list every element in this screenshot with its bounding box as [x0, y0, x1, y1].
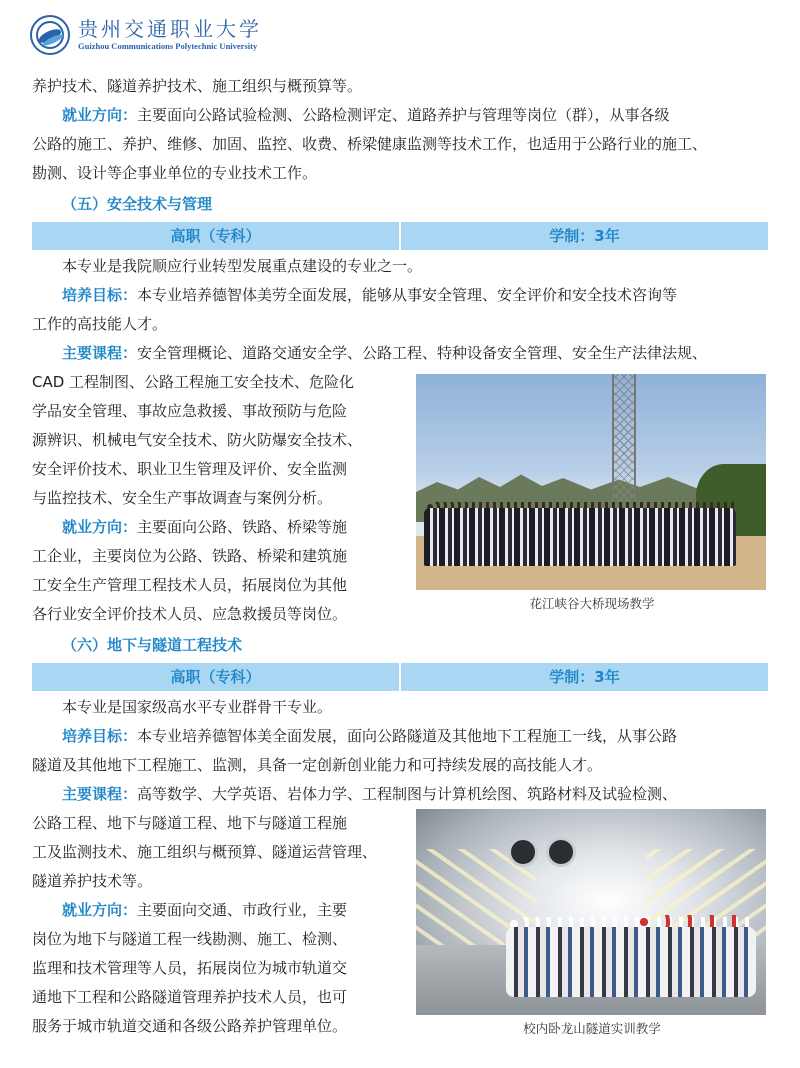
- paragraph-line: 监理和技术管理等人员，拓展岗位为城市轨道交: [32, 959, 348, 977]
- section5-photo-column: [416, 368, 768, 629]
- tunnel-training-photo: [416, 809, 766, 1015]
- employment-label: 就业方向：: [62, 518, 138, 536]
- paragraph-line: 与监控技术、安全生产事故调查与案例分析。: [32, 489, 333, 507]
- paragraph-line: 隧道及其他地下工程施工、监测，具备一定创新创业能力和可持续发展的高技能人才。: [32, 756, 603, 774]
- bridge-group-photo: [416, 374, 766, 590]
- section5-split: [32, 368, 768, 629]
- page-header: [30, 12, 262, 58]
- school-name-en: Guizhou Communications Polytechnic University: [78, 41, 258, 51]
- section-title-safety: （五）安全技术与管理: [62, 195, 213, 213]
- paragraph-line: 工安全生产管理工程技术人员，拓展岗位为其他: [32, 576, 348, 594]
- paragraph-line: 公路工程、地下与隧道工程、地下与隧道工程施: [32, 814, 348, 832]
- section6-left-column: [32, 809, 412, 1043]
- course-label: 主要课程：: [62, 785, 138, 803]
- program-level: 高职（专科）: [32, 663, 399, 691]
- paragraph-line: 岗位为地下与隧道工程一线勘测、施工、检测、: [32, 930, 348, 948]
- paragraph-line: 养护技术、隧道养护技术、施工组织与概预算等。: [32, 77, 363, 95]
- paragraph-line: 源辨识、机械电气安全技术、防火防爆安全技术、: [32, 431, 363, 449]
- paragraph-line: 本专业是我院顺应行业转型发展重点建设的专业之一。: [62, 257, 423, 275]
- paragraph-line: 就业方向：主要面向交通、市政行业，主要: [62, 901, 348, 919]
- paragraph-line: 工及监测技术、施工组织与概预算、隧道运营管理、: [32, 843, 378, 861]
- paragraph-line: 本专业是国家级高水平专业群骨干专业。: [62, 698, 333, 716]
- program-duration: 学制：3年: [401, 663, 768, 691]
- paragraph-line: 安全评价技术、职业卫生管理及评价、安全监测: [32, 460, 348, 478]
- section6-photo-column: [416, 809, 768, 1043]
- paragraph-line: 学品安全管理、事故应急救援、事故预防与危险: [32, 402, 348, 420]
- goal-label: 培养目标：: [62, 727, 138, 745]
- document-body: [32, 72, 768, 1043]
- course-label: 主要课程：: [62, 344, 138, 362]
- paragraph-line: 主要课程：高等数学、大学英语、岩体力学、工程制图与计算机绘图、筑路材料及试验检测、: [62, 785, 678, 803]
- program-info-bar: [32, 663, 768, 691]
- photo-caption: 花江峡谷大桥现场教学: [529, 596, 655, 611]
- paragraph-line: 各行业安全评价技术人员、应急救援员等岗位。: [32, 605, 348, 623]
- paragraph-line: 就业方向：主要面向公路试验检测、公路检测评定、道路养护与管理等岗位（群），从事各级: [62, 106, 670, 124]
- school-name-cn: 贵州交通职业大学: [78, 17, 262, 41]
- school-brand: [78, 18, 262, 52]
- paragraph-line: 公路的施工、养护、维修、加固、监控、收费、桥梁健康监测等技术工作，也适用于公路行业的施工、: [32, 135, 708, 153]
- school-logo: [30, 15, 70, 55]
- paragraph-line: CAD 工程制图、公路工程施工安全技术、危险化: [32, 373, 355, 391]
- program-duration: 学制：3年: [401, 222, 768, 250]
- paragraph-line: 服务于城市轨道交通和各级公路养护管理单位。: [32, 1017, 348, 1035]
- program-level: 高职（专科）: [32, 222, 399, 250]
- employment-label: 就业方向：: [62, 106, 138, 124]
- paragraph-line: 主要课程：安全管理概论、道路交通安全学、公路工程、特种设备安全管理、安全生产法律法规、: [62, 344, 708, 362]
- paragraph-line: 通地下工程和公路隧道管理养护技术人员，也可: [32, 988, 348, 1006]
- goal-label: 培养目标：: [62, 286, 138, 304]
- program-info-bar: [32, 222, 768, 250]
- section6-split: [32, 809, 768, 1043]
- section5-left-column: [32, 368, 412, 629]
- paragraph-line: 培养目标：本专业培养德智体美劳全面发展，能够从事安全管理、安全评价和安全技术咨询等: [62, 286, 678, 304]
- section-title-tunnel: （六）地下与隧道工程技术: [62, 636, 243, 654]
- paragraph-line: 工作的高技能人才。: [32, 315, 168, 333]
- paragraph-line: 隧道养护技术等。: [32, 872, 153, 890]
- employment-label: 就业方向：: [62, 901, 138, 919]
- paragraph-line: 工企业，主要岗位为公路、铁路、桥梁和建筑施: [32, 547, 348, 565]
- paragraph-line: 就业方向：主要面向公路、铁路、桥梁等施: [62, 518, 348, 536]
- photo-caption: 校内卧龙山隧道实训教学: [523, 1021, 661, 1036]
- paragraph-line: 勘测、设计等企事业单位的专业技术工作。: [32, 164, 318, 182]
- paragraph-line: 培养目标：本专业培养德智体美全面发展，面向公路隧道及其他地下工程施工一线，从事公路: [62, 727, 678, 745]
